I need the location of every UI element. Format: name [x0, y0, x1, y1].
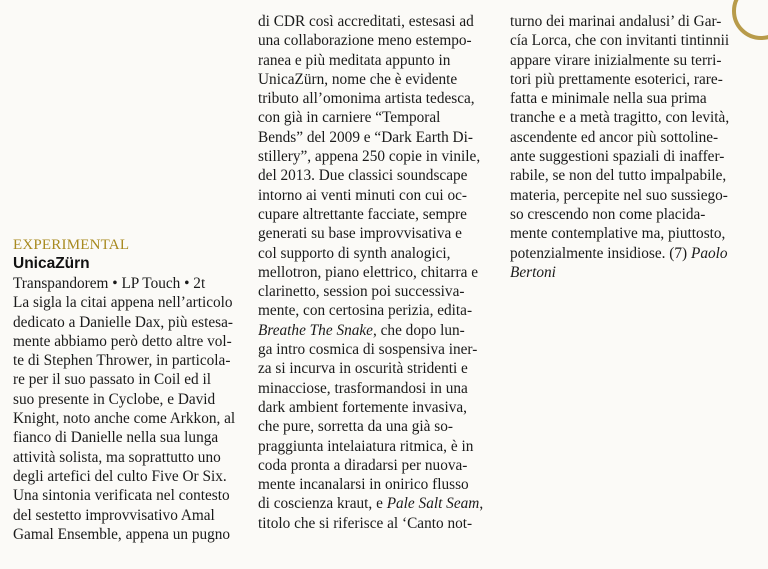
- text-line: attività solista, ma soprattutto uno: [13, 448, 221, 466]
- text-fragment: di coscienza kraut, e: [258, 495, 387, 513]
- text-line: fatta e minimale nella sua prima: [510, 90, 707, 108]
- track-title: Breathe The Snake: [258, 321, 373, 339]
- text-line: del sestetto improvvisativo Amal: [13, 506, 215, 524]
- text-line: appare virare inizialmente su terri-: [510, 51, 722, 69]
- section-label: EXPERIMENTAL: [13, 237, 130, 253]
- artist-name: UnicaZürn: [13, 255, 90, 272]
- text-line: mente abbiamo però detto altre vol-: [13, 332, 232, 350]
- text-line: che pure, sorretta da una già so-: [258, 418, 453, 436]
- text-line: so crescendo non come placida-: [510, 205, 706, 223]
- text-line: praggiunta intelaiatura ritmica, è in: [258, 437, 474, 455]
- author-name: Paolo: [690, 244, 728, 262]
- text-line: coda pronta a diradarsi per nuova-: [258, 456, 468, 474]
- text-line: dedicato a Danielle Dax, più estesa-: [13, 313, 234, 331]
- text-line: con già in carniere “Temporal: [258, 109, 441, 127]
- text-line: tributo all’omonima artista tedesca,: [258, 90, 475, 108]
- text-line: ante suggestioni spaziali di inaffer-: [510, 148, 725, 166]
- text-line: del 2013. Due classici soundscape: [258, 167, 468, 185]
- text-fragment: ,: [479, 495, 484, 513]
- text-line: stillery”, appena 250 copie in vinile,: [258, 148, 481, 166]
- text-line: minacciose, trasformandosi in una: [258, 379, 468, 397]
- text-line: [510, 244, 746, 263]
- text-line: mente, con certosina perizia, edita-: [258, 302, 473, 320]
- text-line: Una sintonia verificata nel contesto: [13, 487, 230, 505]
- text-line: fianco di Danielle nella sua lunga: [13, 429, 219, 447]
- track-title: Pale Salt Seam: [386, 495, 480, 513]
- text-line: te di Stephen Thrower, in particola-: [13, 352, 231, 370]
- text-line: La sigla la citai appena nell’articolo: [13, 294, 233, 312]
- text-line: [258, 494, 494, 513]
- text-line: Bends” del 2009 e “Dark Earth Di-: [258, 128, 473, 146]
- column-1-text: [13, 293, 249, 544]
- text-line: re per il suo passato in Coil ed il: [13, 371, 211, 389]
- column-3: [510, 12, 746, 282]
- text-line: degli artefici del culto Five Or Six.: [13, 467, 227, 485]
- text-line: materia, percepite nel suo sussiego-: [510, 186, 728, 204]
- text-line: di CDR così accreditati, estesasi ad: [258, 13, 474, 30]
- text-line: Gamal Ensemble, appena un pugno: [13, 525, 231, 543]
- text-line: tranche e a metà tragitto, con levità,: [510, 109, 730, 127]
- text-line: mente contemplative ma, piuttosto,: [510, 225, 726, 243]
- text-line: clarinetto, session poi successiva-: [258, 283, 465, 301]
- text-line: titolo che si riferisce al ‘Canto not-: [258, 514, 473, 532]
- text-line: generati su base improvvisativa e: [258, 225, 462, 243]
- text-line: dark ambient fortemente invasiva,: [258, 398, 467, 416]
- text-line: Knight, noto anche come Arkkon, al: [13, 410, 236, 428]
- text-line: UnicaZürn, nome che è evidente: [258, 70, 458, 88]
- text-fragment: , che dopo lun-: [372, 321, 465, 339]
- release-info: Transpandorem • LP Touch • 2t: [13, 275, 206, 292]
- text-line: una collaborazione meno estempo-: [258, 32, 472, 50]
- text-line: ga intro cosmica di sospensiva iner-: [258, 341, 478, 359]
- text-line: [258, 321, 494, 340]
- column-2: [258, 12, 494, 533]
- text-line: intorno ai venti minuti con cui oc-: [258, 186, 468, 204]
- text-line: ranea e più meditata appunto in: [258, 51, 451, 69]
- text-line: cía Lorca, che con invitanti tintinnii: [510, 32, 730, 50]
- author-surname: Bertoni: [510, 263, 556, 281]
- column-1: [13, 236, 249, 544]
- text-line: suo presente in Cyclobe, e David: [13, 390, 216, 408]
- text-line: ascendente ed ancor più sottoline-: [510, 128, 719, 146]
- text-line: za si incurva in oscurità stridenti e: [258, 360, 468, 378]
- text-line: mellotron, piano elettrico, chitarra e: [258, 263, 479, 281]
- text-line: rabile, se non del tutto impalpabile,: [510, 167, 727, 185]
- text-fragment: potenzialmente insidiose. (7): [510, 244, 691, 262]
- text-line: cupare altrettante facciate, sempre: [258, 205, 467, 223]
- text-line: col supporto di synth analogici,: [258, 244, 451, 262]
- text-line: turno dei marinai andalusi’ di Gar-: [510, 13, 722, 30]
- text-line: mente incanalarsi in onirico flusso: [258, 476, 469, 494]
- text-line: tori più prettamente esoterici, rare-: [510, 70, 723, 88]
